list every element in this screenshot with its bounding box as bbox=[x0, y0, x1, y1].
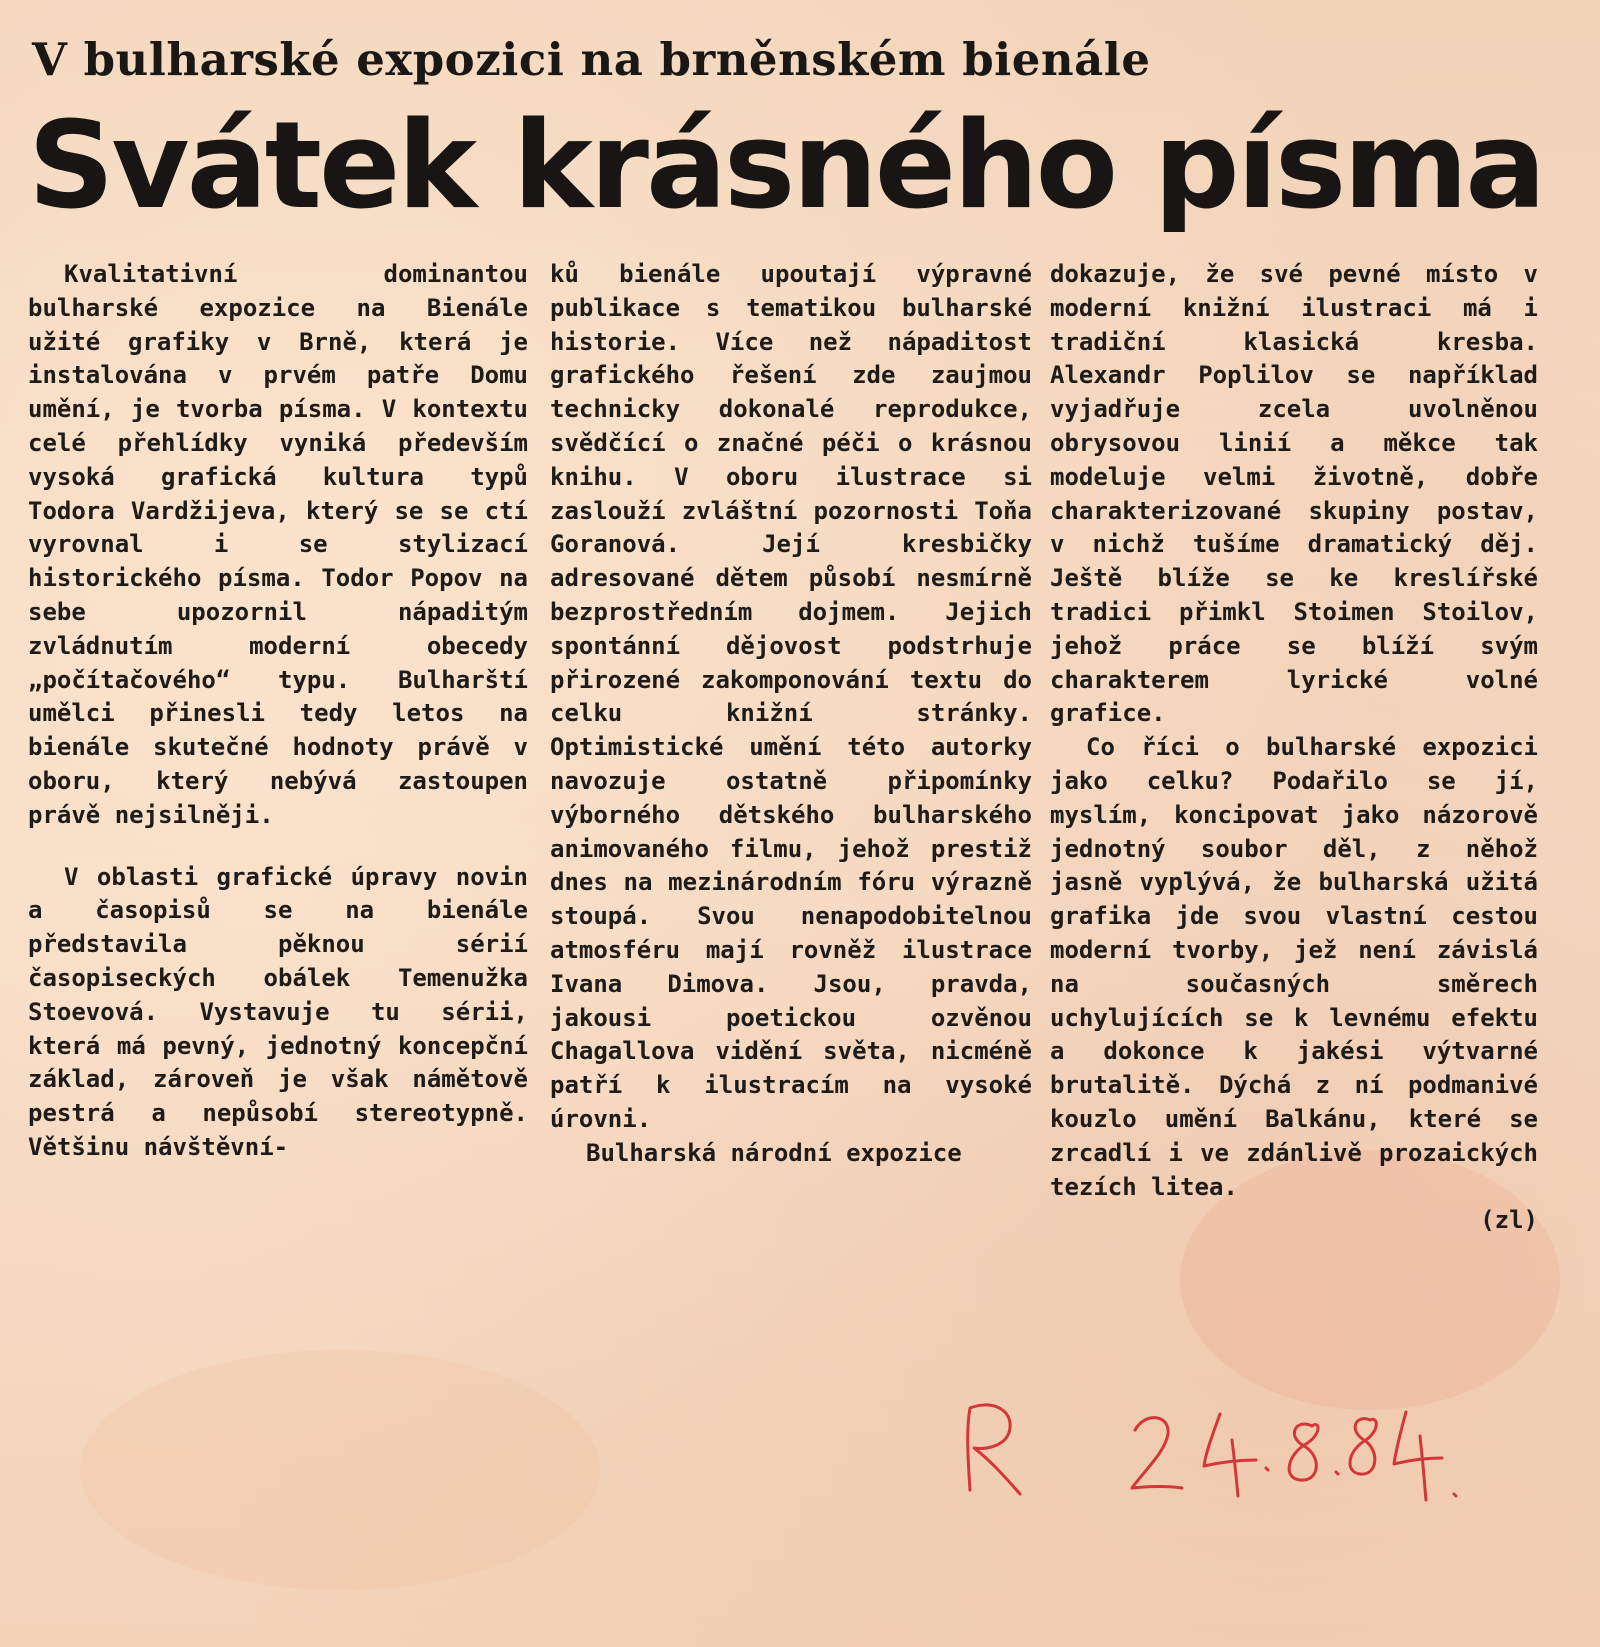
article-headline: Svátek krásného písma bbox=[28, 97, 1544, 236]
article-body bbox=[28, 258, 1583, 1235]
article-column-2 bbox=[550, 258, 1032, 1171]
paragraph: dokazuje, že své pevné místo v moderní knižní ilustraci má i tradiční klasická kresba. Alexandr Poplilov se například vyjadřuje zcela uvolněnou obrysovou linií a měkce tak modeluje velmi životně, dobře charakterizované skupiny postav, v nichž tušíme dramatický děj. Ještě blíže se ke kreslířské tradici přimkl Stoimen Stoilov, jehož práce se blíží svým charakterem lyrické volné grafice. bbox=[1050, 260, 1538, 728]
article-column-1 bbox=[28, 258, 528, 1165]
paragraph: V oblasti grafické úpravy novin a časopisů se na bienále představila pěknou sérií časopiseckých obálek Temenužka Stoevová. Vystavuje tu sérii, která má pevný, jednotný koncepční základ, zároveň je však námětově pestrá a nepůsobí stereotypně. Většinu návštěvní- bbox=[28, 862, 528, 1161]
paragraph: Bulharská národní expozice bbox=[586, 1138, 962, 1167]
handwritten-date-note bbox=[960, 1390, 1480, 1510]
article-column-3 bbox=[1050, 258, 1538, 1238]
article-kicker: V bulharské expozici na brněnském bienále bbox=[32, 33, 1151, 86]
paragraph: Co říci o bulharské expozici jako celku? Podařilo se jí, myslím, koncipovat jako názorově jednotný soubor děl, z něhož jasně vyplývá, že bulharská užitá grafika jde svou vlastní cestou moderní tvorby, jež není závislá na současných směrech uchylujících se k levnému efektu a dokonce k jakési výtvarné brutalitě. Dýchá z ní podmanivé kouzlo umění Balkánu, které se zrcadlí i ve zdánlivě prozaických tezích litea. bbox=[1050, 733, 1538, 1201]
handwritten-date-text bbox=[960, 1390, 1335, 1474]
paragraph: ků bienále upoutají výpravné publikace s tematikou bulharské historie. Více než nápaditost grafického řešení zde zaujmou technicky dokonalé reprodukce, svědčící o značné péči o krásnou knihu. V oboru ilustrace si zaslouží zvláštní pozornosti Toňa Goranová. Její kresbičky adresované dětem působí nesmírně bezprostředním dojmem. Jejich spontánní dějovost podstrhuje přirozené zakomponování textu do celku knižní stránky. Optimistické umění této autorky navozuje ostatně připomínky výborného dětského bulharského animovaného filmu, jehož prestiž dnes na mezinárodním fóru výrazně stoupá. Svou nenapodobitelnou atmosféru mají rovněž ilustrace Ivana Dimova. Jsou, pravda, jakousi poetickou ozvěnou Chagallova vidění světa, nicméně patří k ilustracím na vysoké úrovni. bbox=[550, 260, 1032, 1133]
paper-stain bbox=[80, 1350, 600, 1590]
paragraph: Kvalitativní dominantou bulharské expozice na Bienále užité grafiky v Brně, která je instalována v prvém patře Domu umění, je tvorba písma. V kontextu celé přehlídky vyniká především vysoká grafická kultura typů Todora Vardžijeva, který se se ctí vyrovnal i se stylizací historického písma. Todor Popov na sebe upozornil nápaditým zvládnutím moderní obecedy „počítačového“ typu. Bulharští umělci přinesli tedy letos na bienále skutečné hodnoty právě v oboru, který nebývá zastoupen právě nejsilněji. bbox=[28, 260, 528, 829]
author-signature: (zl) bbox=[1480, 1206, 1538, 1235]
